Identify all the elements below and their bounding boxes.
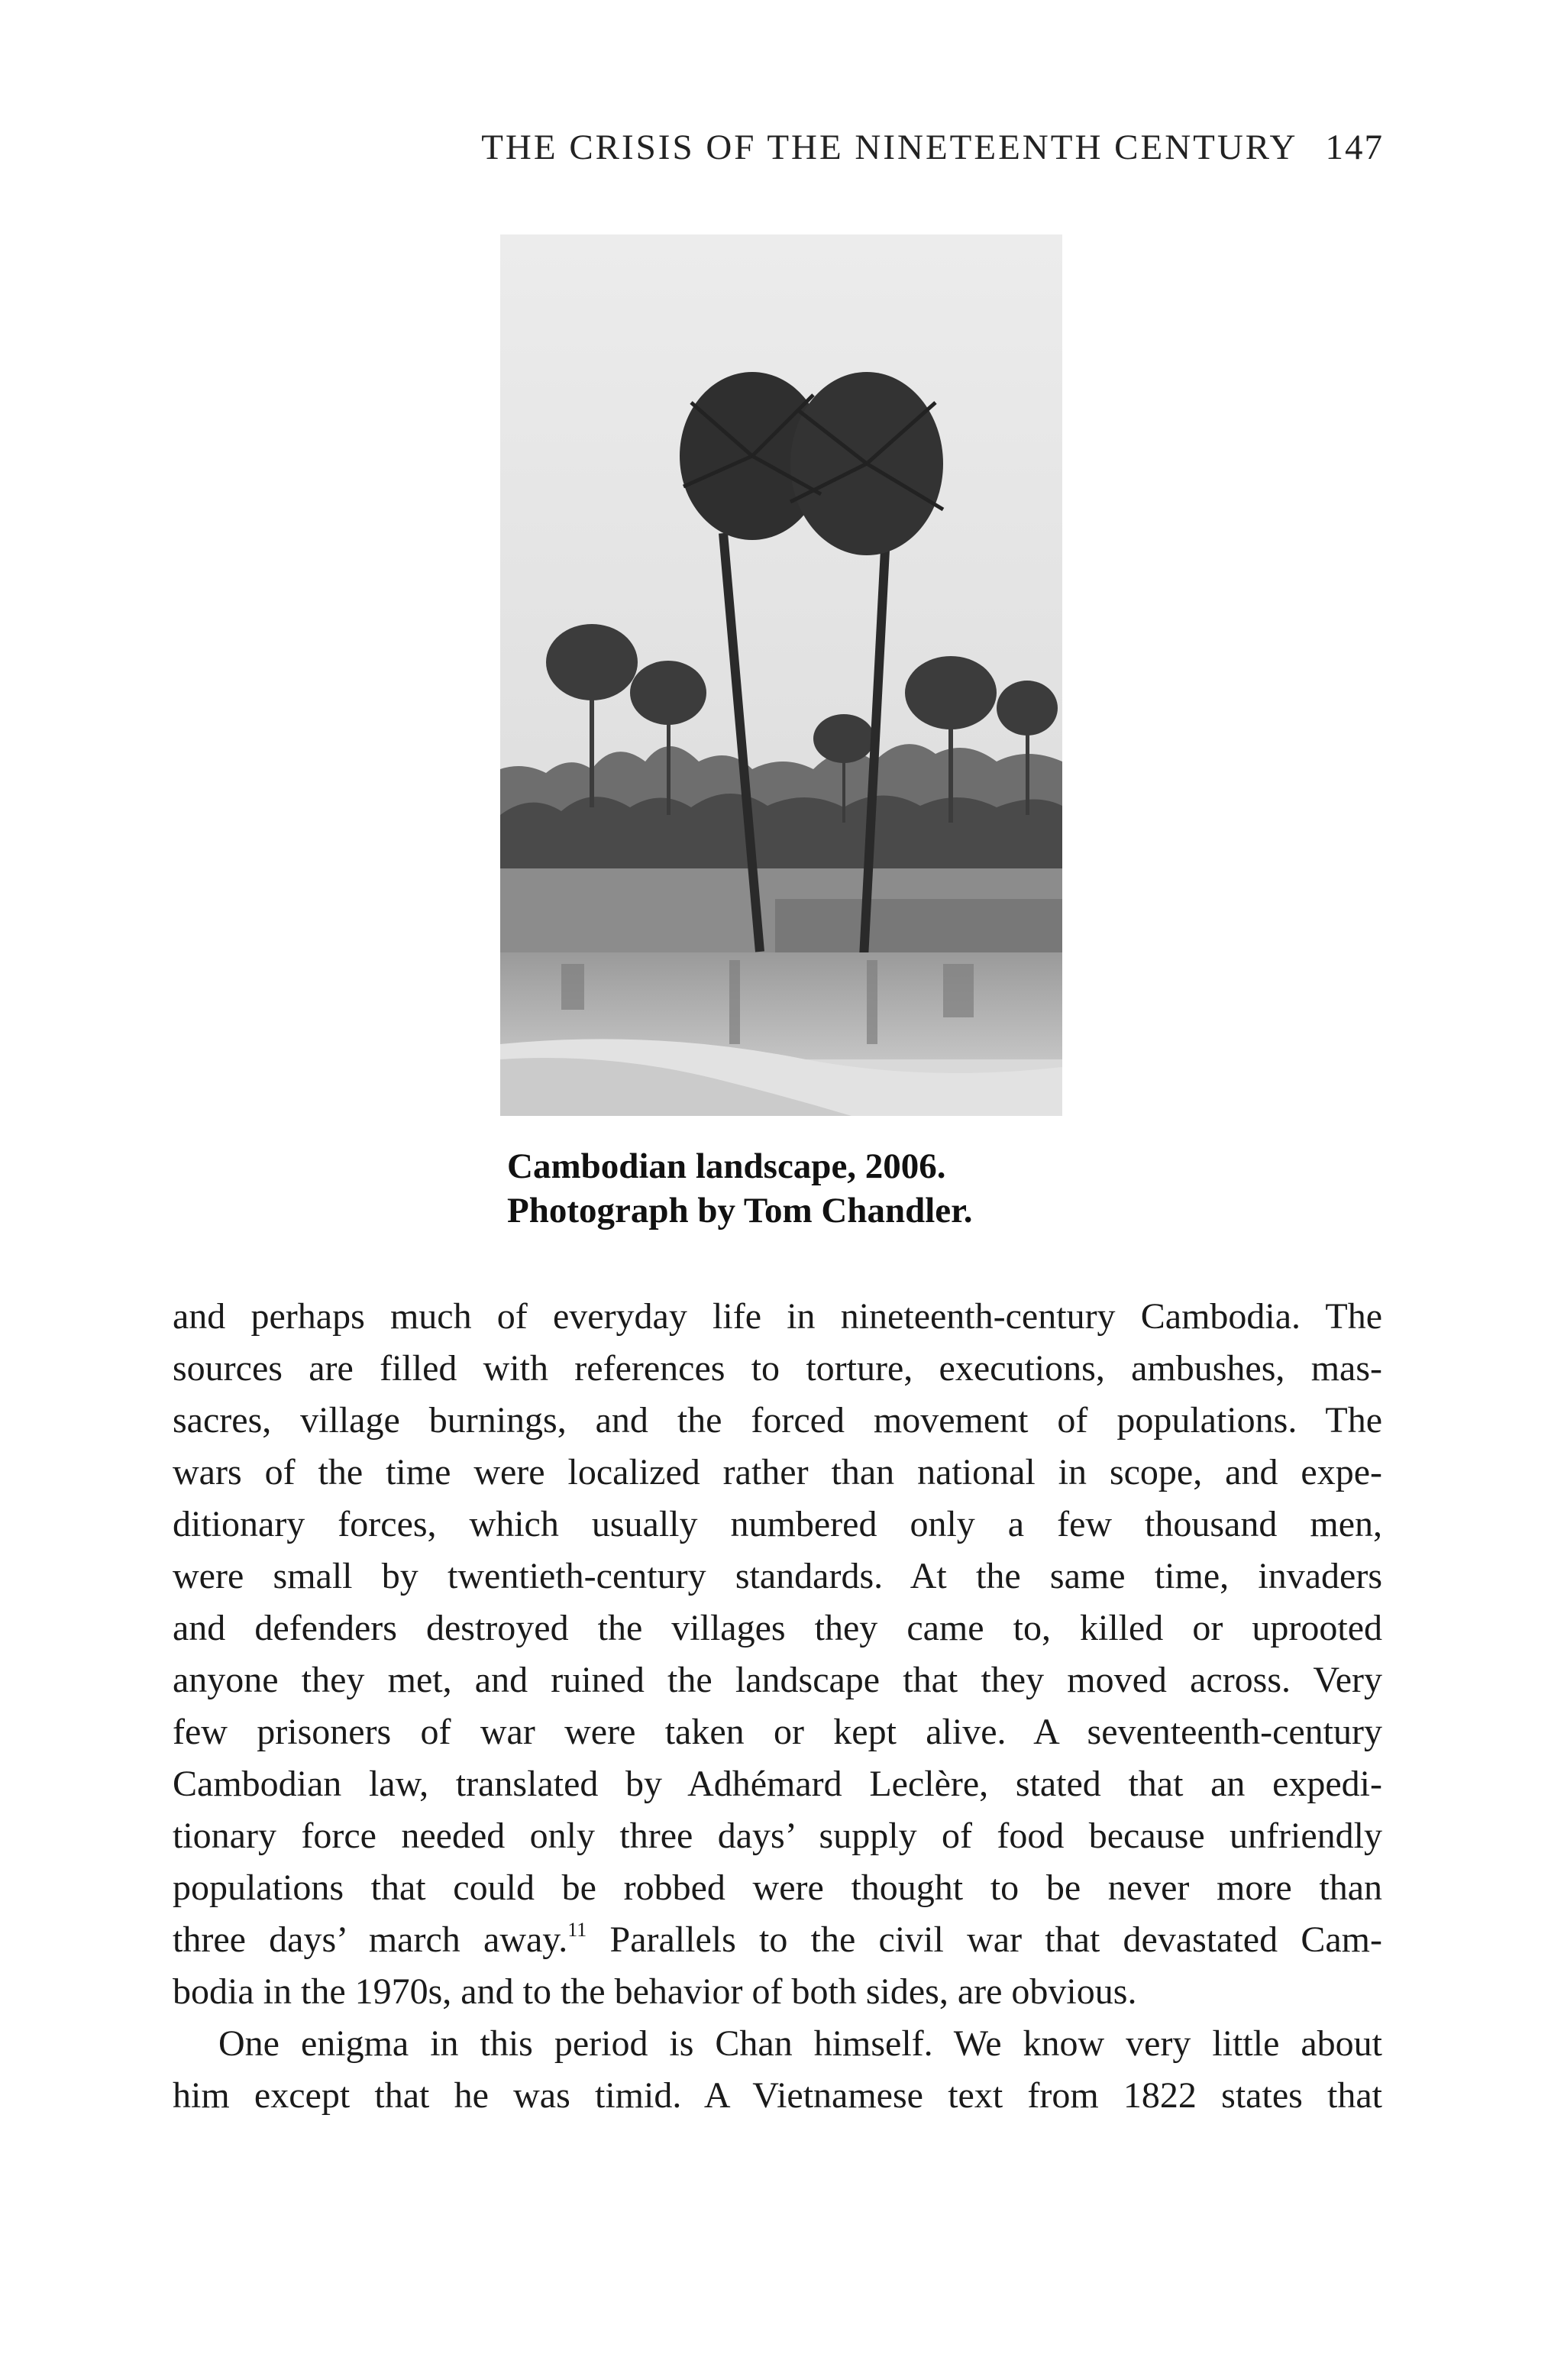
- text-line: wars of the time were localized rather than national in scope, and expe-: [173, 1452, 1382, 1492]
- caption-line: Photograph by Tom Chandler.: [507, 1191, 973, 1230]
- text-line: him except that he was timid. A Vietnamese text from 1822 states that: [173, 2075, 1382, 2116]
- text-segment: Parallels to the civil war that devastated Cam-: [586, 1919, 1383, 1960]
- text-line-with-footnote: [173, 1914, 1382, 1966]
- text-line: sources are filled with references to torture, executions, ambushes, mas-: [173, 1348, 1382, 1389]
- text-line: and defenders destroyed the villages they came to, killed or uprooted: [173, 1608, 1382, 1648]
- running-head: [481, 127, 1384, 168]
- text-line: few prisoners of war were taken or kept alive. A seventeenth-century: [173, 1712, 1382, 1752]
- text-line: populations that could be robbed were thought to be never more than: [173, 1867, 1382, 1908]
- text-line: bodia in the 1970s, and to the behavior of both sides, are obvious.: [173, 1971, 1137, 2012]
- footnote-reference: 11: [567, 1919, 587, 1941]
- page-number: 147: [1325, 128, 1384, 167]
- text-line: ditionary forces, which usually numbered only a few thousand men,: [173, 1504, 1382, 1544]
- figure-caption: [507, 1144, 972, 1233]
- text-line: One enigma in this period is Chan himself. We know very little about: [218, 2023, 1382, 2064]
- text-line: anyone they met, and ruined the landscape that they moved across. Very: [173, 1660, 1382, 1700]
- text-line: Cambodian law, translated by Adhémard Leclère, stated that an expedi-: [173, 1764, 1382, 1804]
- body-text: [173, 1291, 1382, 2122]
- text-segment: three days’ march away.: [173, 1919, 568, 1960]
- landscape-photograph: [500, 234, 1062, 1116]
- text-line: sacres, village burnings, and the forced movement of populations. The: [173, 1400, 1382, 1441]
- text-line: were small by twentieth-century standards. At the same time, invaders: [173, 1556, 1382, 1596]
- running-title: THE CRISIS OF THE NINETEENTH CENTURY: [481, 128, 1298, 167]
- text-line: tionary force needed only three days’ supply of food because unfriendly: [173, 1816, 1382, 1856]
- text-line: and perhaps much of everyday life in nineteenth-century Cambodia. The: [173, 1296, 1382, 1337]
- palm-trees-image: [500, 234, 1062, 1116]
- caption-line: Cambodian landscape, 2006.: [507, 1146, 946, 1186]
